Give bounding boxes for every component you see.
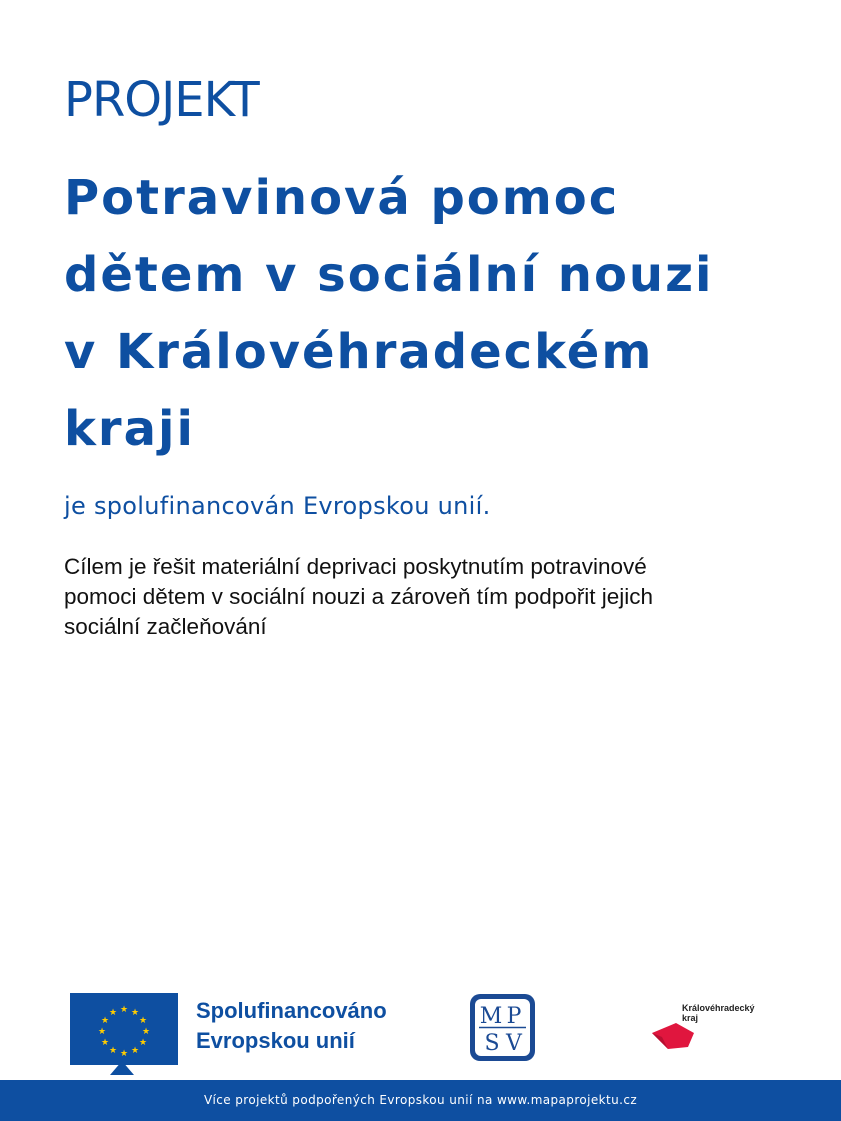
project-title (64, 160, 804, 468)
eu-stars-icon (70, 993, 178, 1065)
svg-text:★: ★ (108, 1008, 118, 1018)
eu-flag-icon (70, 993, 178, 1065)
svg-text:★: ★ (119, 1049, 129, 1059)
svg-text:★: ★ (100, 1016, 110, 1026)
mpsv-letter: S (484, 1031, 500, 1056)
mpsv-letter: M (479, 1004, 503, 1029)
svg-text:★: ★ (141, 1027, 151, 1037)
title-line: dětem v sociální nouzi (64, 247, 714, 303)
title-line: v Královéhradeckém (64, 324, 654, 380)
kraj-name-line: kraj (682, 1013, 699, 1023)
footer-text: Více projektů podpořených Evropskou unií na www.mapaprojektu.cz (203, 1093, 638, 1107)
eu-cofinanced-text (196, 996, 387, 1056)
eu-text-line: Evropskou unií (196, 1028, 355, 1053)
title-line: Potravinová pomoc (64, 170, 620, 226)
mpsv-logo (469, 993, 536, 1062)
project-description (64, 552, 794, 642)
kraj-name (682, 1003, 755, 1023)
svg-text:★: ★ (130, 1008, 140, 1018)
description-line: pomoci dětem v sociální nouzi a zároveň tím podpořit jejich (64, 584, 654, 609)
svg-text:★: ★ (138, 1038, 148, 1048)
mpsv-logo-icon (469, 993, 536, 1062)
eu-text-line: Spolufinancováno (196, 998, 387, 1023)
eu-pointer-icon (110, 1061, 134, 1075)
mpsv-letter: V (506, 1031, 522, 1056)
svg-text:★: ★ (108, 1046, 118, 1056)
title-line: kraji (64, 401, 195, 457)
kraj-name-line: Královéhradecký (682, 1003, 755, 1013)
description-line: sociální začleňování (64, 614, 267, 639)
eu-logo (70, 993, 178, 1065)
cofinancing-subtitle: je spolufinancován Evropskou unií. (64, 492, 491, 520)
kraj-logo (650, 1003, 780, 1053)
kralovehradecky-kraj-logo-icon (650, 1021, 696, 1051)
svg-text:★: ★ (97, 1027, 107, 1037)
svg-text:★: ★ (119, 1005, 129, 1015)
svg-text:★: ★ (130, 1046, 140, 1056)
description-line: Cílem je řešit materiální deprivaci poskytnutím potravinové (64, 554, 647, 579)
footer-bar (0, 1080, 841, 1121)
svg-text:★: ★ (138, 1016, 148, 1026)
project-label: PROJEKT (64, 72, 259, 128)
mpsv-letter: P (506, 1004, 522, 1029)
svg-text:★: ★ (100, 1038, 110, 1048)
